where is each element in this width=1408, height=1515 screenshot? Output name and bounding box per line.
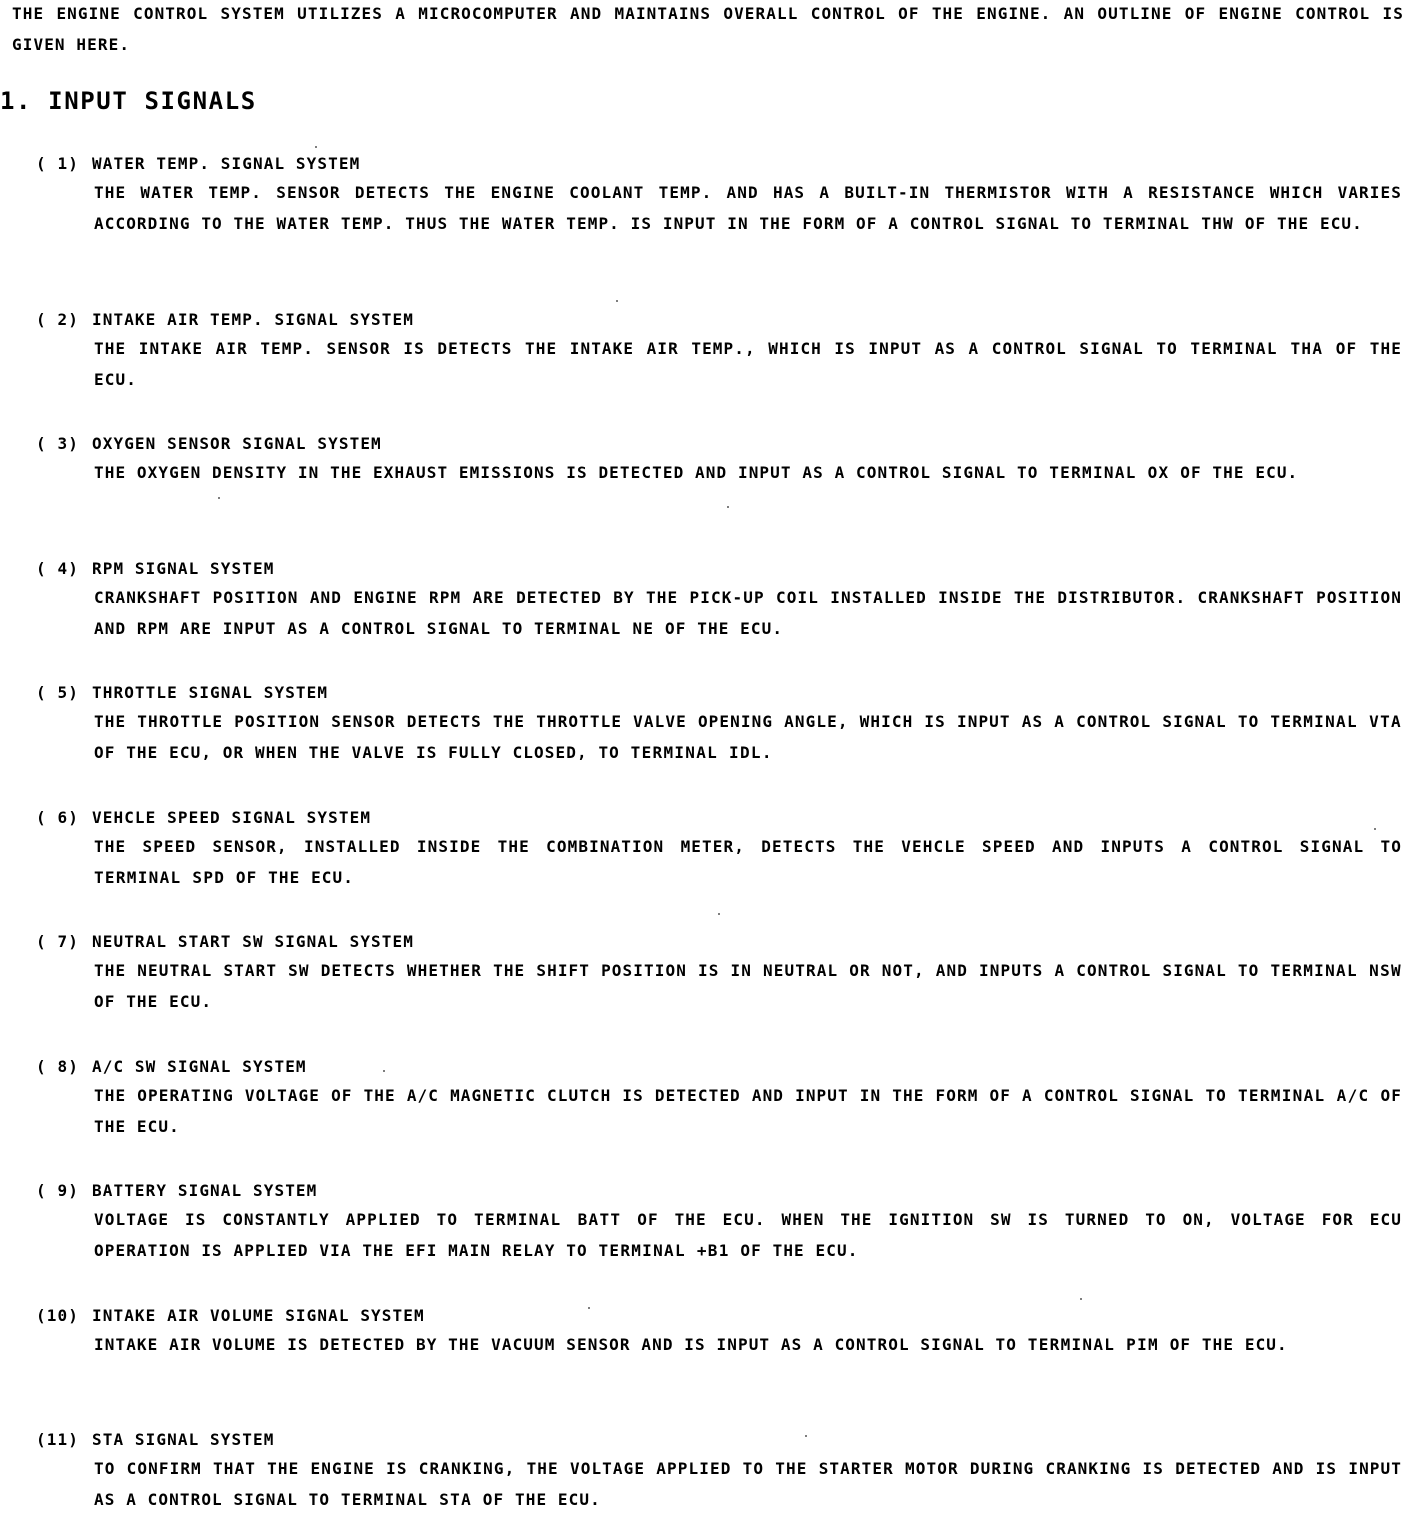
scan-speck bbox=[1374, 828, 1376, 830]
description-text: OF THE ECU. bbox=[1234, 214, 1363, 233]
description-text: THE THROTTLE POSITION SENSOR DETECTS THE THROTTLE VALVE OPENING ANGLE, WHICH IS INPUT AS A CONTROL SIGNAL TO bbox=[94, 712, 1271, 731]
item-title: NEUTRAL START SW SIGNAL SYSTEM bbox=[92, 932, 414, 951]
item-description bbox=[94, 333, 1402, 395]
terminal-label: TERMINAL PIM bbox=[1027, 1335, 1159, 1354]
scan-speck bbox=[218, 497, 220, 499]
description-text: . bbox=[761, 743, 773, 762]
item-title: WATER TEMP. SIGNAL SYSTEM bbox=[92, 154, 361, 173]
description-text: THE NEUTRAL START SW DETECTS WHETHER THE SHIFT POSITION IS IN NEUTRAL OR NOT, AND INPUTS A CONTROL SIGNAL TO bbox=[94, 961, 1271, 980]
description-text: THE OXYGEN DENSITY IN THE EXHAUST EMISSIONS IS DETECTED AND INPUT AS A CONTROL SIGNAL TO bbox=[94, 463, 1050, 482]
intro-paragraph: THE ENGINE CONTROL SYSTEM UTILIZES A MICROCOMPUTER AND MAINTAINS OVERALL CONTROL OF THE ENGINE. AN OUTLINE OF ENGINE CONTROL IS GIVEN HERE. bbox=[12, 4, 1404, 54]
item-header bbox=[36, 1428, 274, 1452]
description-text: OF THE ECU. bbox=[94, 992, 213, 1011]
description-text: INTAKE AIR VOLUME IS DETECTED BY THE VACUUM SENSOR AND IS INPUT AS A CONTROL SIGNAL TO bbox=[94, 1335, 1028, 1354]
item-title: INTAKE AIR VOLUME SIGNAL SYSTEM bbox=[92, 1306, 425, 1325]
item-number: ( 8) bbox=[36, 1057, 79, 1076]
terminal-label: TERMINAL IDL bbox=[630, 743, 762, 762]
description-text: OF THE ECU. bbox=[472, 1490, 601, 1509]
terminal-label: TERMINAL THA bbox=[1190, 339, 1324, 358]
scan-speck bbox=[616, 300, 618, 302]
item-description bbox=[94, 831, 1402, 893]
item-number: ( 4) bbox=[36, 559, 79, 578]
item-title: STA SIGNAL SYSTEM bbox=[92, 1430, 275, 1449]
description-text: THE SPEED SENSOR, INSTALLED INSIDE THE COMBINATION METER, DETECTS THE VEHCLE SPEED AND INPUTS A CONTROL SIGNAL TO bbox=[94, 837, 1402, 856]
item-number: ( 6) bbox=[36, 808, 79, 827]
terminal-label: TERMINAL NSW bbox=[1270, 961, 1402, 980]
item-title: VEHCLE SPEED SIGNAL SYSTEM bbox=[92, 808, 372, 827]
description-text: THE INTAKE AIR TEMP. SENSOR IS DETECTS THE INTAKE AIR TEMP., WHICH IS INPUT AS A CONTROL SIGNAL TO bbox=[94, 339, 1191, 358]
item-number: (10) bbox=[36, 1306, 79, 1325]
description-text: OF THE ECU. WHEN THE IGNITION SW IS TURNED TO ON, VOLTAGE FOR ECU OPERATION IS APPLIED VIA THE EFI MAIN RELAY TO bbox=[94, 1210, 1402, 1260]
terminal-label: TERMINAL THW bbox=[1102, 214, 1235, 233]
item-title: BATTERY SIGNAL SYSTEM bbox=[92, 1181, 318, 1200]
item-header bbox=[36, 557, 274, 581]
item-header bbox=[36, 432, 382, 456]
description-text: THE WATER TEMP. SENSOR DETECTS THE ENGINE COOLANT TEMP. AND HAS A BUILT-IN THERMISTOR WITH A RESISTANCE WHICH VARIES ACCORDING TO THE WATER TEMP. THUS THE WATER TEMP. IS INPUT IN THE FORM OF A CONTROL SIGNAL TO bbox=[94, 183, 1402, 233]
scan-speck bbox=[718, 913, 720, 915]
item-description bbox=[94, 706, 1402, 768]
description-text: OF THE ECU. bbox=[729, 1241, 859, 1260]
item-description bbox=[94, 177, 1402, 239]
description-text: OF THE ECU. bbox=[1158, 1335, 1288, 1354]
terminal-label: TERMINAL SPD bbox=[94, 868, 226, 887]
description-text: OF THE ECU, OR WHEN THE VALVE IS FULLY CLOSED, TO bbox=[94, 743, 631, 762]
item-number: ( 3) bbox=[36, 434, 79, 453]
terminal-label: TERMINAL VTA bbox=[1270, 712, 1402, 731]
terminal-label: TERMINAL +B1 bbox=[598, 1241, 730, 1260]
description-text: CRANKSHAFT POSITION AND ENGINE RPM ARE DETECTED BY THE PICK-UP COIL INSTALLED INSIDE THE DISTRIBUTOR. CRANKSHAFT POSITION AND RPM ARE INPUT AS A CONTROL SIGNAL TO bbox=[94, 588, 1402, 638]
scan-speck bbox=[727, 506, 729, 508]
description-text: VOLTAGE IS CONSTANTLY APPLIED TO bbox=[94, 1210, 475, 1229]
item-header bbox=[36, 806, 371, 830]
scan-speck bbox=[805, 1435, 807, 1437]
scan-speck bbox=[588, 1307, 590, 1309]
item-header bbox=[36, 930, 414, 954]
terminal-label: TERMINAL STA bbox=[340, 1490, 473, 1509]
item-title: INTAKE AIR TEMP. SIGNAL SYSTEM bbox=[92, 310, 414, 329]
scan-speck bbox=[315, 146, 317, 148]
item-header bbox=[36, 1055, 307, 1079]
terminal-label: TERMINAL BATT bbox=[474, 1210, 622, 1229]
item-header bbox=[36, 308, 414, 332]
item-title: THROTTLE SIGNAL SYSTEM bbox=[92, 683, 329, 702]
description-text: OF THE ECU. bbox=[94, 1086, 1402, 1136]
item-number: ( 7) bbox=[36, 932, 79, 951]
terminal-label: TERMINAL NE bbox=[534, 619, 655, 638]
scan-speck bbox=[383, 1070, 385, 1072]
description-text: THE OPERATING VOLTAGE OF THE A/C MAGNETIC CLUTCH IS DETECTED AND INPUT IN THE FORM OF A CONTROL SIGNAL TO bbox=[94, 1086, 1238, 1105]
item-description bbox=[94, 1329, 1402, 1360]
item-title: RPM SIGNAL SYSTEM bbox=[92, 559, 275, 578]
description-text: OF THE ECU. bbox=[94, 339, 1402, 389]
item-number: ( 2) bbox=[36, 310, 79, 329]
item-title: OXYGEN SENSOR SIGNAL SYSTEM bbox=[92, 434, 382, 453]
terminal-label: TERMINAL OX bbox=[1049, 463, 1170, 482]
description-text: OF THE ECU. bbox=[1169, 463, 1299, 482]
item-number: (11) bbox=[36, 1430, 79, 1449]
item-header bbox=[36, 681, 328, 705]
item-description bbox=[94, 1080, 1402, 1142]
item-number: ( 9) bbox=[36, 1181, 79, 1200]
item-description bbox=[94, 1204, 1402, 1266]
description-text: OF THE ECU. bbox=[225, 868, 354, 887]
item-header bbox=[36, 1179, 317, 1203]
item-title: A/C SW SIGNAL SYSTEM bbox=[92, 1057, 307, 1076]
item-number: ( 1) bbox=[36, 154, 79, 173]
item-description bbox=[94, 457, 1402, 488]
description-text: TO CONFIRM THAT THE ENGINE IS CRANKING, THE VOLTAGE APPLIED TO THE STARTER MOTOR DURING CRANKING IS DETECTED AND IS INPUT AS A CONTROL SIGNAL TO bbox=[94, 1459, 1402, 1509]
section-heading: 1. INPUT SIGNALS bbox=[0, 87, 257, 115]
item-header bbox=[36, 1304, 425, 1328]
item-description bbox=[94, 955, 1402, 1017]
terminal-label: TERMINAL A/C bbox=[1237, 1086, 1370, 1105]
item-description bbox=[94, 1453, 1402, 1515]
scan-speck bbox=[1080, 1298, 1082, 1300]
item-header bbox=[36, 152, 360, 176]
description-text: OF THE ECU. bbox=[654, 619, 784, 638]
item-number: ( 5) bbox=[36, 683, 79, 702]
item-description bbox=[94, 582, 1402, 644]
